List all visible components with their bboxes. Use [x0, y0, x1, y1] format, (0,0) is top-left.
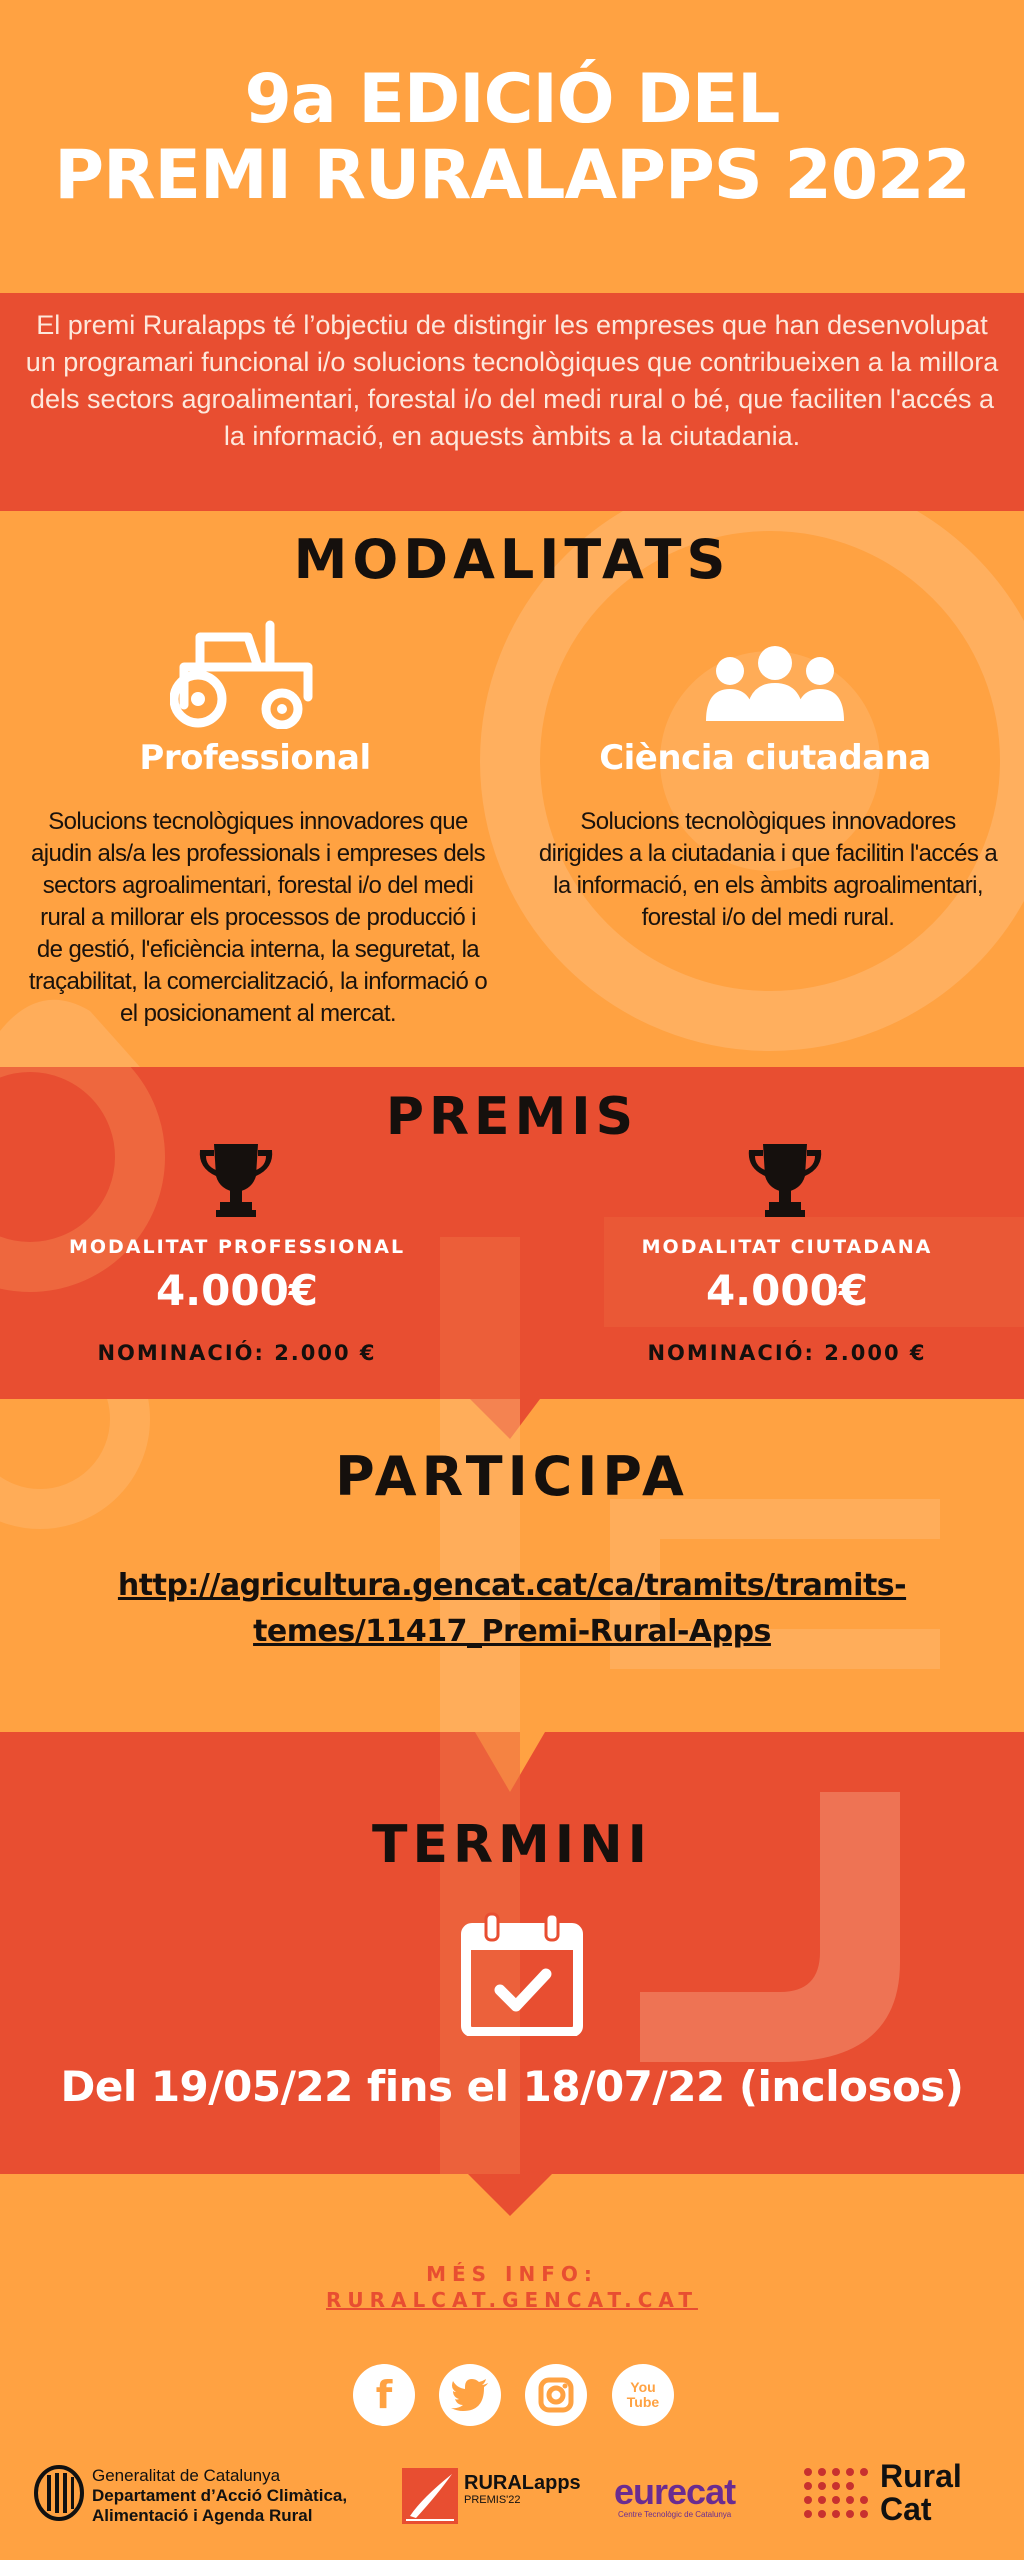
facebook-icon: f	[375, 2373, 393, 2417]
people-icon	[702, 645, 848, 723]
title-line-2: PREMI RURALAPPS 2022	[54, 136, 970, 215]
generalitat-line-1: Generalitat de Catalunya	[92, 2466, 281, 2485]
prize-ciutadana-nomination: NOMINACIÓ: 2.000 €	[647, 1341, 927, 1365]
generalitat-line-2: Departament d’Acció Climàtica,	[92, 2486, 348, 2505]
youtube-button[interactable]	[612, 2364, 674, 2426]
participa-link[interactable]	[0, 1563, 1024, 1655]
modalitat-professional-name: Professional	[139, 738, 371, 778]
premis-title: PREMIS	[385, 1087, 639, 1147]
more-info-label: MÉS INFO:	[426, 2262, 598, 2286]
participa-title: PARTICIPA	[335, 1445, 689, 1508]
youtube-icon: You Tube	[626, 2379, 660, 2410]
modalitats-title: MODALITATS	[293, 528, 731, 591]
participa-link-line-2[interactable]: temes/11417_Premi-Rural-Apps	[253, 1614, 771, 1649]
deadline-dates: Del 19/05/22 fins el 18/07/22 (inclosos)	[60, 2062, 964, 2111]
eurecat-logo	[614, 2471, 736, 2519]
prize-ciutadana-amount: 4.000€	[705, 1266, 869, 1315]
participa-link-line-1[interactable]: http://agricultura.gencat.cat/ca/tramits/tramits-	[117, 1568, 907, 1603]
ruralapps-logo-text	[464, 2472, 581, 2506]
twitter-button[interactable]	[439, 2364, 501, 2426]
modalitat-ciutadana-description: Solucions tecnològiques innovadores dirigides a la ciutadania i que facilitin l'accés a la informació, en els àmbits agroalimentari, forestal i/o del medi rural.	[538, 808, 998, 931]
generalitat-logo-text	[92, 2466, 347, 2526]
tractor-icon	[170, 617, 320, 729]
eurecat-sub: Centre Tecnològic de Catalunya	[618, 2510, 732, 2519]
termini-title: TERMINI	[372, 1815, 652, 1875]
trophy-icon	[196, 1142, 276, 1218]
intro-text: El premi Ruralapps té l’objectiu de distingir les empreses que han desenvolupat un programari funcional i/o solucions tecnològiques que contribueixen a la millora dels sectors agroalimentari, forestal i/o del medi rural o bé, que faciliten l'accés a la informació, en aquests àmbits a la ciutadania.	[25, 310, 999, 451]
modalitat-professional-description: Solucions tecnològiques innovadores que ajudin als/a les professionals i empreses dels sectors agroalimentari, forestal i/o del medi rural a millorar els processos de producció i de gestió, l'eficiència interna, la seguretat, la traçabilitat, la comercialització, la informació o el posicionament al mercat.	[28, 808, 488, 1027]
twitter-icon	[451, 2379, 489, 2411]
title-line-1: 9a EDICIÓ DEL	[244, 60, 780, 139]
generalitat-line-3: Alimentació i Agenda Rural	[92, 2506, 313, 2525]
ruralcat-line-2: Cat	[880, 2491, 932, 2527]
prize-professional-nomination: NOMINACIÓ: 2.000 €	[97, 1341, 377, 1365]
prize-professional-amount: 4.000€	[155, 1266, 319, 1315]
ruralcat-line-1: Rural	[880, 2458, 962, 2494]
trophy-icon	[745, 1142, 825, 1218]
generalitat-logo-icon	[34, 2465, 84, 2521]
facebook-button[interactable]	[353, 2364, 415, 2426]
ruralapps-sub: PREMIS'22	[464, 2494, 521, 2506]
modalitat-ciutadana-name: Ciència ciutadana	[599, 738, 931, 778]
more-info-link[interactable]: RURALCAT.GENCAT.CAT	[326, 2288, 698, 2312]
ruralapps-logo-icon	[402, 2468, 458, 2524]
ruralcat-logo-text	[880, 2460, 962, 2526]
instagram-button[interactable]	[525, 2364, 587, 2426]
page-title	[0, 62, 1024, 214]
prize-professional-label: MODALITAT PROFESSIONAL	[68, 1236, 406, 1258]
prize-ciutadana-label: MODALITAT CIUTADANA	[641, 1236, 933, 1258]
ruralapps-name: RURALapps	[464, 2472, 581, 2494]
instagram-icon	[538, 2377, 574, 2413]
calendar-check-icon	[460, 1912, 584, 2036]
eurecat-name: eurecat	[614, 2471, 736, 2512]
footer-arrow	[0, 2174, 1024, 2234]
ruralcat-logo-icon	[802, 2466, 870, 2528]
